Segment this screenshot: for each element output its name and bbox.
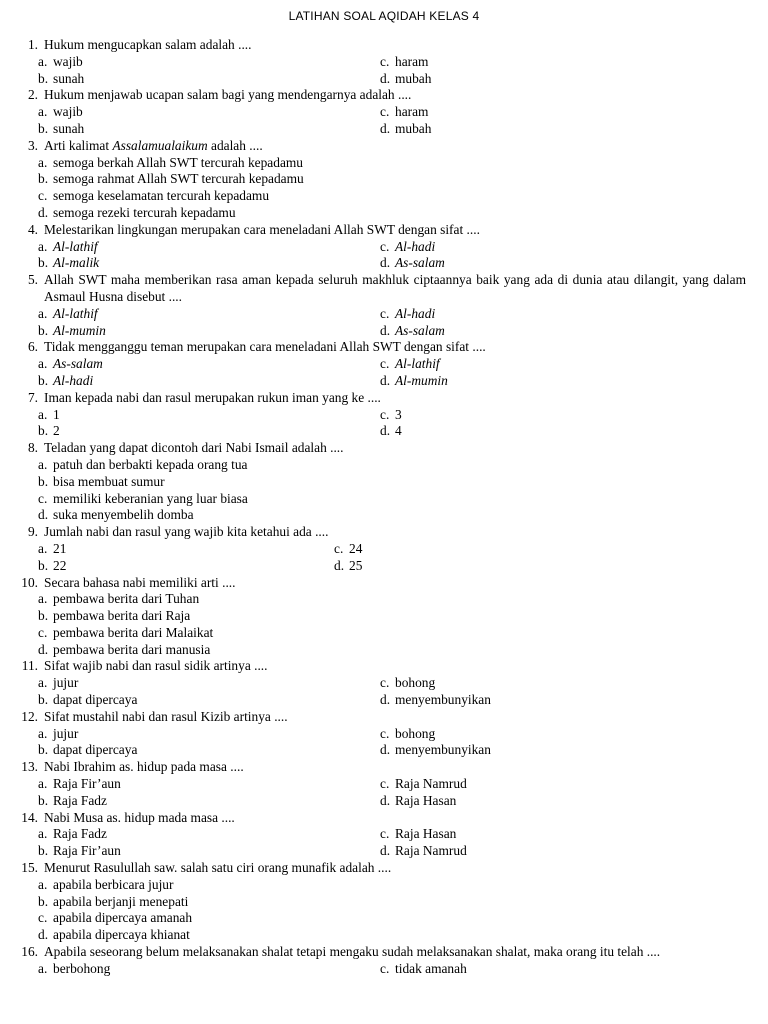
- question-number: 2.: [27, 87, 38, 103]
- option-text: As-salam: [53, 356, 103, 372]
- question-number: 16.: [21, 944, 38, 960]
- question-5: [14, 272, 746, 339]
- page-title: LATIHAN SOAL AQIDAH KELAS 4: [288, 9, 480, 23]
- question-text: Arti kalimat Assalamualaikum adalah ....: [44, 137, 263, 153]
- option-letter: d.: [38, 204, 49, 220]
- answer-option: [38, 306, 380, 323]
- option-text: Al-mumin: [53, 322, 106, 338]
- answer-option: [38, 323, 380, 340]
- option-text: dapat dipercaya: [53, 742, 138, 758]
- question-text: Melestarikan lingkungan merupakan cara meneladani Allah SWT dengan sifat ....: [44, 221, 480, 237]
- option-text: jujur: [53, 675, 79, 691]
- answer-option: [38, 407, 380, 424]
- option-text: 24: [349, 540, 363, 556]
- answer-option: [38, 793, 380, 810]
- answer-option: [38, 121, 380, 138]
- option-letter: b.: [38, 608, 49, 624]
- option-letter: c.: [38, 490, 48, 506]
- option-text: Raja Fadz: [53, 792, 107, 808]
- answer-options: [38, 675, 746, 709]
- option-text: pembawa berita dari Raja: [53, 608, 191, 624]
- option-letter: c.: [380, 356, 390, 372]
- option-text: As-salam: [395, 322, 445, 338]
- option-text: jujur: [53, 725, 79, 741]
- question-text: Nabi Musa as. hidup mada masa ....: [44, 809, 235, 825]
- option-letter: c.: [380, 960, 390, 976]
- answer-option: [38, 961, 380, 978]
- option-letter: c.: [334, 540, 344, 556]
- question-number: 12.: [21, 708, 38, 724]
- answer-option: [380, 776, 746, 793]
- option-text: sunah: [53, 70, 85, 86]
- option-letter: a.: [38, 675, 48, 691]
- option-letter: c.: [38, 910, 48, 926]
- answer-option: [38, 591, 746, 608]
- question-number: 5.: [27, 272, 38, 288]
- question-number: 8.: [27, 440, 38, 456]
- option-letter: c.: [38, 624, 48, 640]
- question-1: [14, 37, 746, 87]
- question-row: [14, 339, 746, 356]
- option-text: wajib: [53, 104, 83, 120]
- answer-option: [334, 541, 746, 558]
- question-text: Hukum mengucapkan salam adalah ....: [44, 37, 252, 52]
- option-text: 25: [349, 557, 363, 573]
- answer-options: [38, 877, 746, 944]
- question-text: Sifat mustahil nabi dan rasul Kizib artinya ....: [44, 708, 288, 724]
- question-text: Menurut Rasulullah saw. salah satu ciri orang munafik adalah ....: [44, 860, 392, 876]
- question-text: Nabi Ibrahim as. hidup pada masa ....: [44, 759, 244, 775]
- answer-option: [380, 306, 746, 323]
- answer-option: [38, 558, 334, 575]
- answer-option: [38, 642, 746, 659]
- question-row: [14, 440, 746, 457]
- option-letter: c.: [380, 725, 390, 741]
- answer-options: [38, 407, 746, 441]
- option-letter: b.: [38, 843, 49, 859]
- question-3: [14, 138, 746, 222]
- option-letter: d.: [38, 641, 49, 657]
- answer-option: [380, 826, 746, 843]
- answer-option: [38, 927, 746, 944]
- answer-option: [38, 491, 746, 508]
- option-letter: b.: [38, 423, 49, 439]
- question-row: [14, 272, 746, 306]
- answer-option: [380, 793, 746, 810]
- question-16: [14, 944, 746, 978]
- option-text: sunah: [53, 120, 85, 136]
- answer-options: [38, 591, 746, 658]
- option-text: Raja Namrud: [395, 776, 467, 792]
- option-text: Al-lathif: [53, 305, 98, 321]
- option-text: Al-hadi: [395, 238, 436, 254]
- option-text: memiliki keberanian yang luar biasa: [53, 490, 248, 506]
- answer-option: [380, 961, 746, 978]
- option-text: haram: [395, 104, 429, 120]
- answer-option: [380, 71, 746, 88]
- option-text: bohong: [395, 725, 436, 741]
- option-text: menyembunyikan: [395, 742, 491, 758]
- option-letter: d.: [380, 792, 391, 808]
- answer-option: [380, 121, 746, 138]
- question-list: [14, 37, 746, 978]
- option-text: 21: [53, 540, 67, 556]
- option-letter: a.: [38, 540, 48, 556]
- option-text: 1: [53, 406, 60, 422]
- option-letter: a.: [38, 104, 48, 120]
- answer-option: [38, 54, 380, 71]
- answer-option: [380, 726, 746, 743]
- answer-options: [38, 826, 746, 860]
- option-letter: a.: [38, 776, 48, 792]
- answer-option: [380, 692, 746, 709]
- option-letter: a.: [38, 154, 48, 170]
- answer-option: [38, 843, 380, 860]
- question-text: Jumlah nabi dan rasul yang wajib kita ketahui ada ....: [44, 524, 329, 540]
- option-letter: d.: [380, 742, 391, 758]
- question-number: 3.: [27, 137, 38, 153]
- option-letter: d.: [380, 843, 391, 859]
- option-letter: b.: [38, 70, 49, 86]
- question-number: 6.: [27, 339, 38, 355]
- option-letter: a.: [38, 876, 48, 892]
- option-text: Al-hadi: [395, 305, 436, 321]
- answer-option: [38, 356, 380, 373]
- answer-options: [38, 776, 746, 810]
- answer-option: [380, 423, 746, 440]
- answer-option: [38, 608, 746, 625]
- question-7: [14, 390, 746, 440]
- question-12: [14, 709, 746, 759]
- question-10: [14, 575, 746, 659]
- answer-option: [380, 742, 746, 759]
- option-letter: c.: [380, 305, 390, 321]
- question-row: [14, 87, 746, 104]
- option-letter: a.: [38, 826, 48, 842]
- question-number: 9.: [27, 524, 38, 540]
- option-text: semoga keselamatan tercurah kepadamu: [53, 188, 270, 204]
- option-letter: a.: [38, 305, 48, 321]
- option-letter: b.: [38, 372, 49, 388]
- option-letter: b.: [38, 120, 49, 136]
- question-4: [14, 222, 746, 272]
- option-letter: d.: [380, 120, 391, 136]
- question-text: Apabila seseorang belum melaksanakan shalat tetapi mengaku sudah melaksanakan shalat, maka orang itu telah ....: [44, 944, 661, 960]
- option-letter: b.: [38, 692, 49, 708]
- option-text: pembawa berita dari Tuhan: [53, 591, 200, 607]
- option-text: haram: [395, 53, 429, 69]
- question-row: [14, 37, 746, 54]
- option-text: Raja Fir’aun: [53, 843, 121, 859]
- answer-option: [38, 894, 746, 911]
- answer-option: [38, 104, 380, 121]
- option-text: menyembunyikan: [395, 692, 491, 708]
- option-letter: b.: [38, 893, 49, 909]
- answer-options: [38, 104, 746, 138]
- option-text: Al-malik: [53, 255, 100, 271]
- question-9: [14, 524, 746, 574]
- option-text: As-salam: [395, 255, 445, 271]
- option-text: pembawa berita dari manusia: [53, 641, 211, 657]
- answer-option: [380, 54, 746, 71]
- answer-option: [334, 558, 746, 575]
- answer-option: [38, 255, 380, 272]
- option-text: mubah: [395, 120, 432, 136]
- answer-options: [38, 457, 746, 524]
- answer-option: [38, 742, 380, 759]
- question-row: [14, 810, 746, 827]
- option-text: mubah: [395, 70, 432, 86]
- option-letter: c.: [380, 104, 390, 120]
- option-letter: d.: [380, 255, 391, 271]
- question-row: [14, 944, 746, 961]
- answer-option: [38, 188, 746, 205]
- option-letter: d.: [380, 322, 391, 338]
- answer-option: [380, 373, 746, 390]
- option-letter: a.: [38, 591, 48, 607]
- answer-option: [380, 323, 746, 340]
- answer-options: [38, 541, 746, 575]
- answer-option: [38, 541, 334, 558]
- answer-option: [38, 239, 380, 256]
- question-number: 10.: [21, 574, 38, 590]
- question-row: [14, 575, 746, 592]
- option-text: patuh dan berbakti kepada orang tua: [53, 456, 248, 472]
- option-letter: c.: [380, 776, 390, 792]
- answer-options: [38, 155, 746, 222]
- option-text: semoga berkah Allah SWT tercurah kepadamu: [53, 154, 303, 170]
- question-number: 11.: [21, 658, 38, 674]
- option-letter: b.: [38, 557, 49, 573]
- option-letter: a.: [38, 960, 48, 976]
- question-14: [14, 810, 746, 860]
- answer-option: [38, 675, 380, 692]
- question-number: 13.: [21, 759, 38, 775]
- option-letter: a.: [38, 356, 48, 372]
- question-text: Secara bahasa nabi memiliki arti ....: [44, 574, 236, 590]
- option-text: Al-lathif: [53, 238, 98, 254]
- question-text: Iman kepada nabi dan rasul merupakan rukun iman yang ke ....: [44, 389, 381, 405]
- option-text: dapat dipercaya: [53, 692, 138, 708]
- option-text: bisa membuat sumur: [53, 473, 165, 489]
- option-text: semoga rahmat Allah SWT tercurah kepadamu: [53, 171, 304, 187]
- option-text: Al-mumin: [395, 372, 448, 388]
- question-row: [14, 524, 746, 541]
- option-text: pembawa berita dari Malaikat: [53, 624, 214, 640]
- answer-option: [38, 726, 380, 743]
- italic-term: Assalamualaikum: [112, 137, 208, 153]
- question-11: [14, 658, 746, 708]
- option-letter: b.: [38, 322, 49, 338]
- option-letter: b.: [38, 792, 49, 808]
- option-text: 3: [395, 406, 402, 422]
- option-text: suka menyembelih domba: [53, 507, 194, 523]
- option-text: apabila dipercaya amanah: [53, 910, 193, 926]
- option-letter: b.: [38, 742, 49, 758]
- option-text: wajib: [53, 53, 83, 69]
- option-letter: b.: [38, 171, 49, 187]
- answer-option: [38, 692, 380, 709]
- option-text: Raja Hasan: [395, 826, 457, 842]
- option-text: apabila dipercaya khianat: [53, 927, 190, 943]
- question-row: [14, 658, 746, 675]
- option-text: apabila berbicara jujur: [53, 876, 174, 892]
- option-text: bohong: [395, 675, 436, 691]
- option-text: 4: [395, 423, 402, 439]
- option-letter: d.: [380, 70, 391, 86]
- option-letter: b.: [38, 255, 49, 271]
- option-letter: a.: [38, 53, 48, 69]
- option-letter: a.: [38, 406, 48, 422]
- option-letter: c.: [380, 675, 390, 691]
- option-text: semoga rezeki tercurah kepadamu: [53, 204, 236, 220]
- question-number: 14.: [21, 809, 38, 825]
- question-row: [14, 860, 746, 877]
- question-number: 15.: [21, 860, 38, 876]
- answer-option: [380, 104, 746, 121]
- answer-option: [38, 71, 380, 88]
- question-row: [14, 390, 746, 407]
- option-text: Raja Fir’aun: [53, 776, 121, 792]
- question-2: [14, 87, 746, 137]
- answer-option: [38, 373, 380, 390]
- question-6: [14, 339, 746, 389]
- answer-option: [38, 457, 746, 474]
- option-text: 2: [53, 423, 60, 439]
- option-letter: a.: [38, 456, 48, 472]
- option-text: berbohong: [53, 960, 111, 976]
- option-letter: d.: [38, 927, 49, 943]
- answer-option: [38, 910, 746, 927]
- question-row: [14, 759, 746, 776]
- option-letter: a.: [38, 725, 48, 741]
- option-letter: d.: [334, 557, 345, 573]
- answer-options: [38, 54, 746, 88]
- option-text: apabila berjanji menepati: [53, 893, 189, 909]
- question-8: [14, 440, 746, 524]
- option-text: Al-hadi: [53, 372, 94, 388]
- option-text: Raja Namrud: [395, 843, 467, 859]
- option-letter: c.: [380, 826, 390, 842]
- question-number: 7.: [27, 389, 38, 405]
- question-text: Hukum menjawab ucapan salam bagi yang mendengarnya adalah ....: [44, 87, 412, 103]
- answer-option: [380, 255, 746, 272]
- question-row: [14, 709, 746, 726]
- answer-option: [38, 474, 746, 491]
- answer-option: [38, 171, 746, 188]
- answer-option: [38, 155, 746, 172]
- answer-option: [380, 356, 746, 373]
- answer-option: [38, 205, 746, 222]
- option-letter: c.: [380, 53, 390, 69]
- option-text: Al-lathif: [395, 356, 440, 372]
- option-text: Raja Hasan: [395, 792, 457, 808]
- question-row: [14, 138, 746, 155]
- option-letter: c.: [380, 238, 390, 254]
- option-text: Raja Fadz: [53, 826, 107, 842]
- answer-options: [38, 961, 746, 978]
- question-number: 4.: [27, 221, 38, 237]
- answer-option: [38, 877, 746, 894]
- answer-option: [380, 843, 746, 860]
- answer-option: [38, 507, 746, 524]
- answer-option: [38, 826, 380, 843]
- question-text: Tidak mengganggu teman merupakan cara meneladani Allah SWT dengan sifat ....: [44, 339, 486, 355]
- option-text: 22: [53, 557, 67, 573]
- answer-option: [380, 239, 746, 256]
- option-letter: a.: [38, 238, 48, 254]
- answer-options: [38, 356, 746, 390]
- question-number: 1.: [27, 37, 38, 52]
- option-letter: c.: [38, 188, 48, 204]
- option-letter: d.: [38, 507, 49, 523]
- option-letter: d.: [380, 423, 391, 439]
- question-text: Teladan yang dapat dicontoh dari Nabi Ismail adalah ....: [44, 440, 344, 456]
- option-letter: b.: [38, 473, 49, 489]
- answer-options: [38, 239, 746, 273]
- answer-option: [380, 675, 746, 692]
- answer-option: [38, 776, 380, 793]
- question-text: Allah SWT maha memberikan rasa aman kepada seluruh makhluk ciptaannya baik yang ada di dunia atau dilangit, yang dalam Asmaul Husna disebut ....: [44, 272, 746, 304]
- answer-option: [38, 625, 746, 642]
- option-text: tidak amanah: [395, 960, 467, 976]
- option-letter: d.: [380, 692, 391, 708]
- question-text: Sifat wajib nabi dan rasul sidik artinya ....: [44, 658, 268, 674]
- question-15: [14, 860, 746, 944]
- option-letter: d.: [380, 372, 391, 388]
- answer-options: [38, 306, 746, 340]
- question-row: [14, 222, 746, 239]
- answer-option: [380, 407, 746, 424]
- question-13: [14, 759, 746, 809]
- answer-option: [38, 423, 380, 440]
- answer-options: [38, 726, 746, 760]
- option-letter: c.: [380, 406, 390, 422]
